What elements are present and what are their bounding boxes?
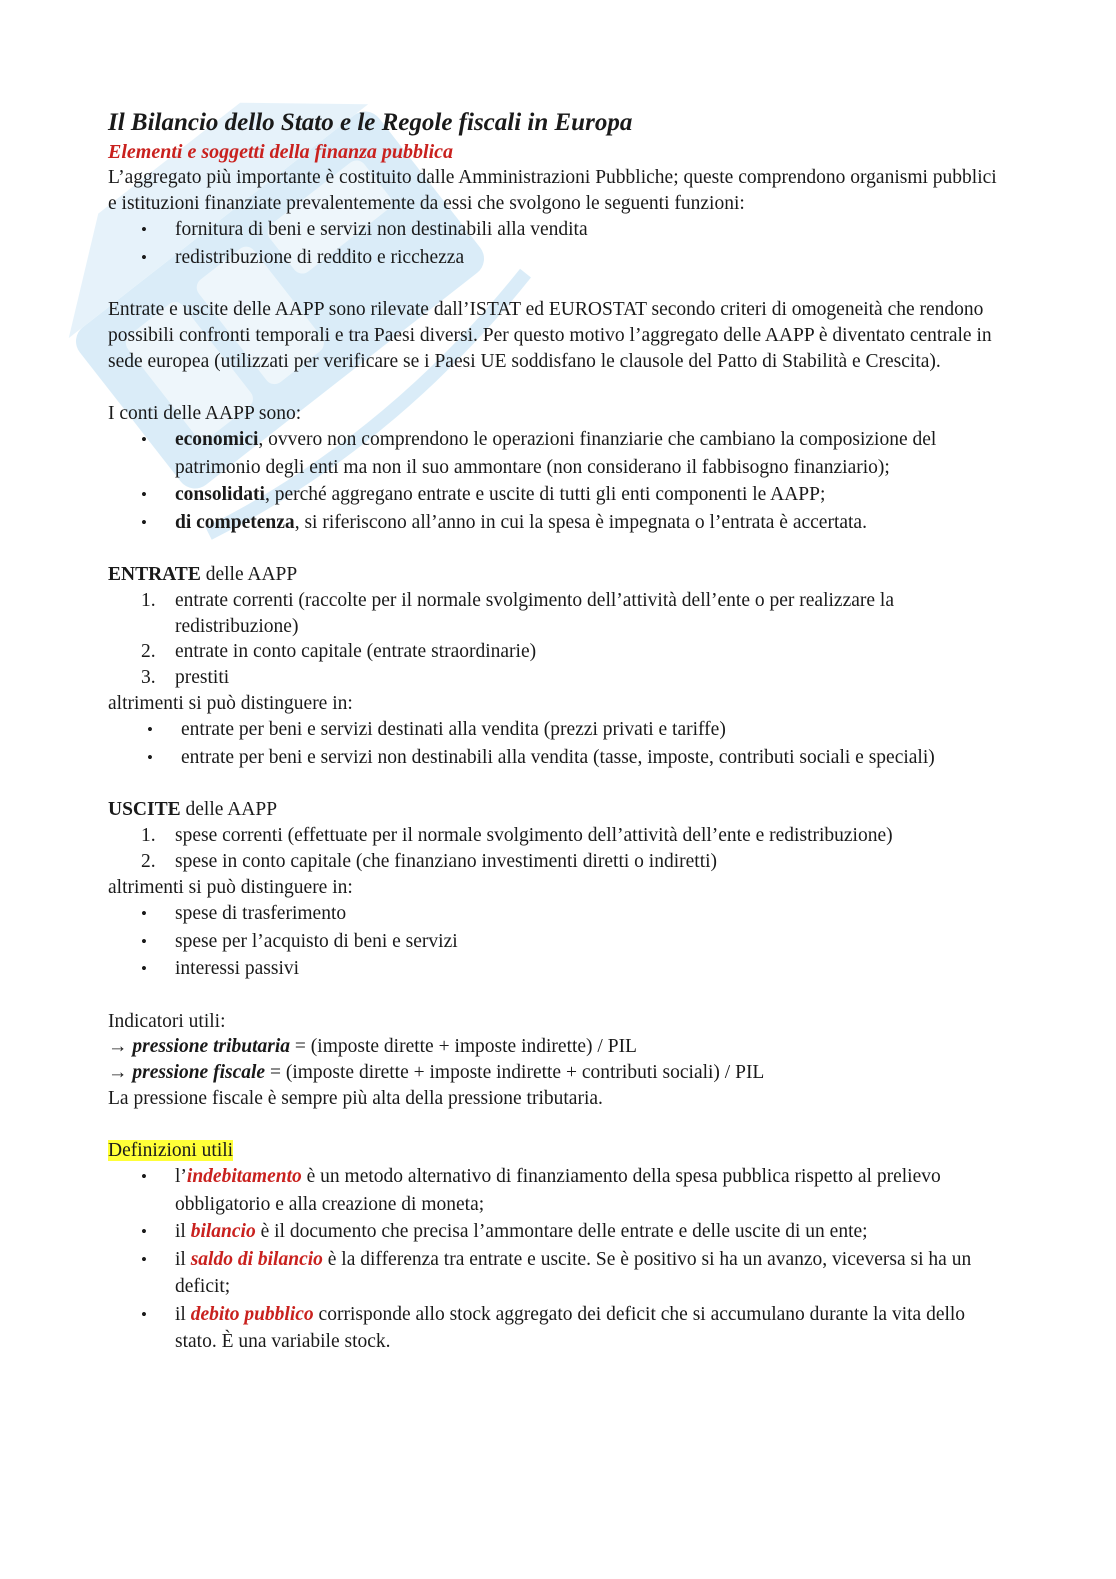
list-item: • fornitura di beni e servizi non destinabili alla vendita (141, 219, 588, 241)
document-page (108, 107, 1008, 1356)
indicator-line: → pressione tributaria = (imposte dirette + imposte indirette) / PIL (108, 1036, 637, 1058)
definizioni-heading: Definizioni utili (108, 1139, 234, 1161)
list-item: • spese di trasferimento (141, 903, 347, 925)
list-item: 1. entrate correnti (raccolte per il normale svolgimento dell’attività dell’ente o per realizzare la redistribuzione) (141, 589, 894, 637)
uscite-alt-intro: altrimenti si può distinguere in: (108, 876, 353, 898)
entrate-list (108, 588, 1008, 691)
entrate-alt-list (108, 716, 1008, 771)
section-subtitle: Elementi e soggetti della finanza pubblica (108, 141, 453, 163)
definizioni-list (108, 1163, 1008, 1356)
istat-paragraph: Entrate e uscite delle AAPP sono rilevate dall’ISTAT ed EUROSTAT secondo criteri di omogeneità che rendono possibili confronti temporali e tra Paesi diversi. Per questo motivo l’aggregato delle AAPP è diventato centrale in sede europea (utilizzati per verificare se i Paesi UE soddisfano le clausole del Patto di Stabilità e Crescita). (108, 299, 992, 372)
conti-intro: I conti delle AAPP sono: (108, 402, 302, 424)
list-item: • consolidati, perché aggregano entrate e uscite di tutti gli enti componenti le AAPP; (141, 484, 826, 506)
entrate-heading: ENTRATE delle AAPP (108, 564, 298, 586)
list-item: • entrate per beni e servizi destinati alla vendita (prezzi privati e tariffe) (147, 719, 726, 741)
entrate-alt-intro: altrimenti si può distinguere in: (108, 692, 353, 714)
intro-paragraph: L’aggregato più importante è costituito dalle Amministrazioni Pubbliche; queste comprendono organismi pubblici e istituzioni finanziate prevalentemente da essi che svolgono le seguenti funzioni: (108, 167, 997, 214)
list-item: • il bilancio è il documento che precisa l’ammontare delle entrate e delle uscite di un ente; (141, 1221, 868, 1243)
list-item: 3. prestiti (141, 667, 230, 689)
list-item: • l’indebitamento è un metodo alternativo di finanziamento della spesa pubblica rispetto al prelievo obbligatorio e alla creazione di moneta; (141, 1166, 941, 1215)
list-item: • di competenza, si riferiscono all’anno in cui la spesa è impegnata o l’entrata è accertata. (141, 511, 867, 533)
page-title: Il Bilancio dello Stato e le Regole fiscali in Europa (108, 109, 633, 136)
uscite-alt-list (108, 900, 1008, 983)
list-item: 2. spese in conto capitale (che finanziano investimenti diretti o indiretti) (141, 850, 718, 872)
list-item: • il saldo di bilancio è la differenza tra entrate e uscite. Se è positivo si ha un avanzo, viceversa si ha un deficit; (141, 1248, 972, 1298)
indicatori-note: La pressione fiscale è sempre più alta della pressione tributaria. (108, 1087, 603, 1109)
list-item: • economici, ovvero non comprendono le operazioni finanziarie che cambiano la composizione del patrimonio degli enti ma non il suo ammontare (non considerano il fabbisogno finanziario); (141, 429, 937, 478)
list-item: • redistribuzione di reddito e ricchezza (141, 246, 465, 268)
conti-list (108, 426, 1008, 536)
list-item: • spese per l’acquisto di beni e servizi (141, 930, 458, 952)
list-item: • entrate per beni e servizi non destinabili alla vendita (tasse, imposte, contributi sociali e speciali) (147, 746, 935, 768)
functions-list (108, 216, 1008, 271)
list-item: • interessi passivi (141, 958, 300, 980)
list-item: 1. spese correnti (effettuate per il normale svolgimento dell’attività dell’ente e redistribuzione) (141, 825, 893, 847)
indicator-line: → pressione fiscale = (imposte dirette + imposte indirette + contributi sociali) / PIL (108, 1062, 765, 1084)
indicatori-heading: Indicatori utili: (108, 1010, 226, 1032)
list-item: • il debito pubblico corrisponde allo stock aggregato dei deficit che si accumulano durante la vita dello stato. È una variabile stock. (141, 1303, 966, 1353)
list-item: 2. entrate in conto capitale (entrate straordinarie) (141, 641, 537, 663)
uscite-list (108, 823, 1008, 874)
uscite-heading: USCITE delle AAPP (108, 799, 278, 821)
